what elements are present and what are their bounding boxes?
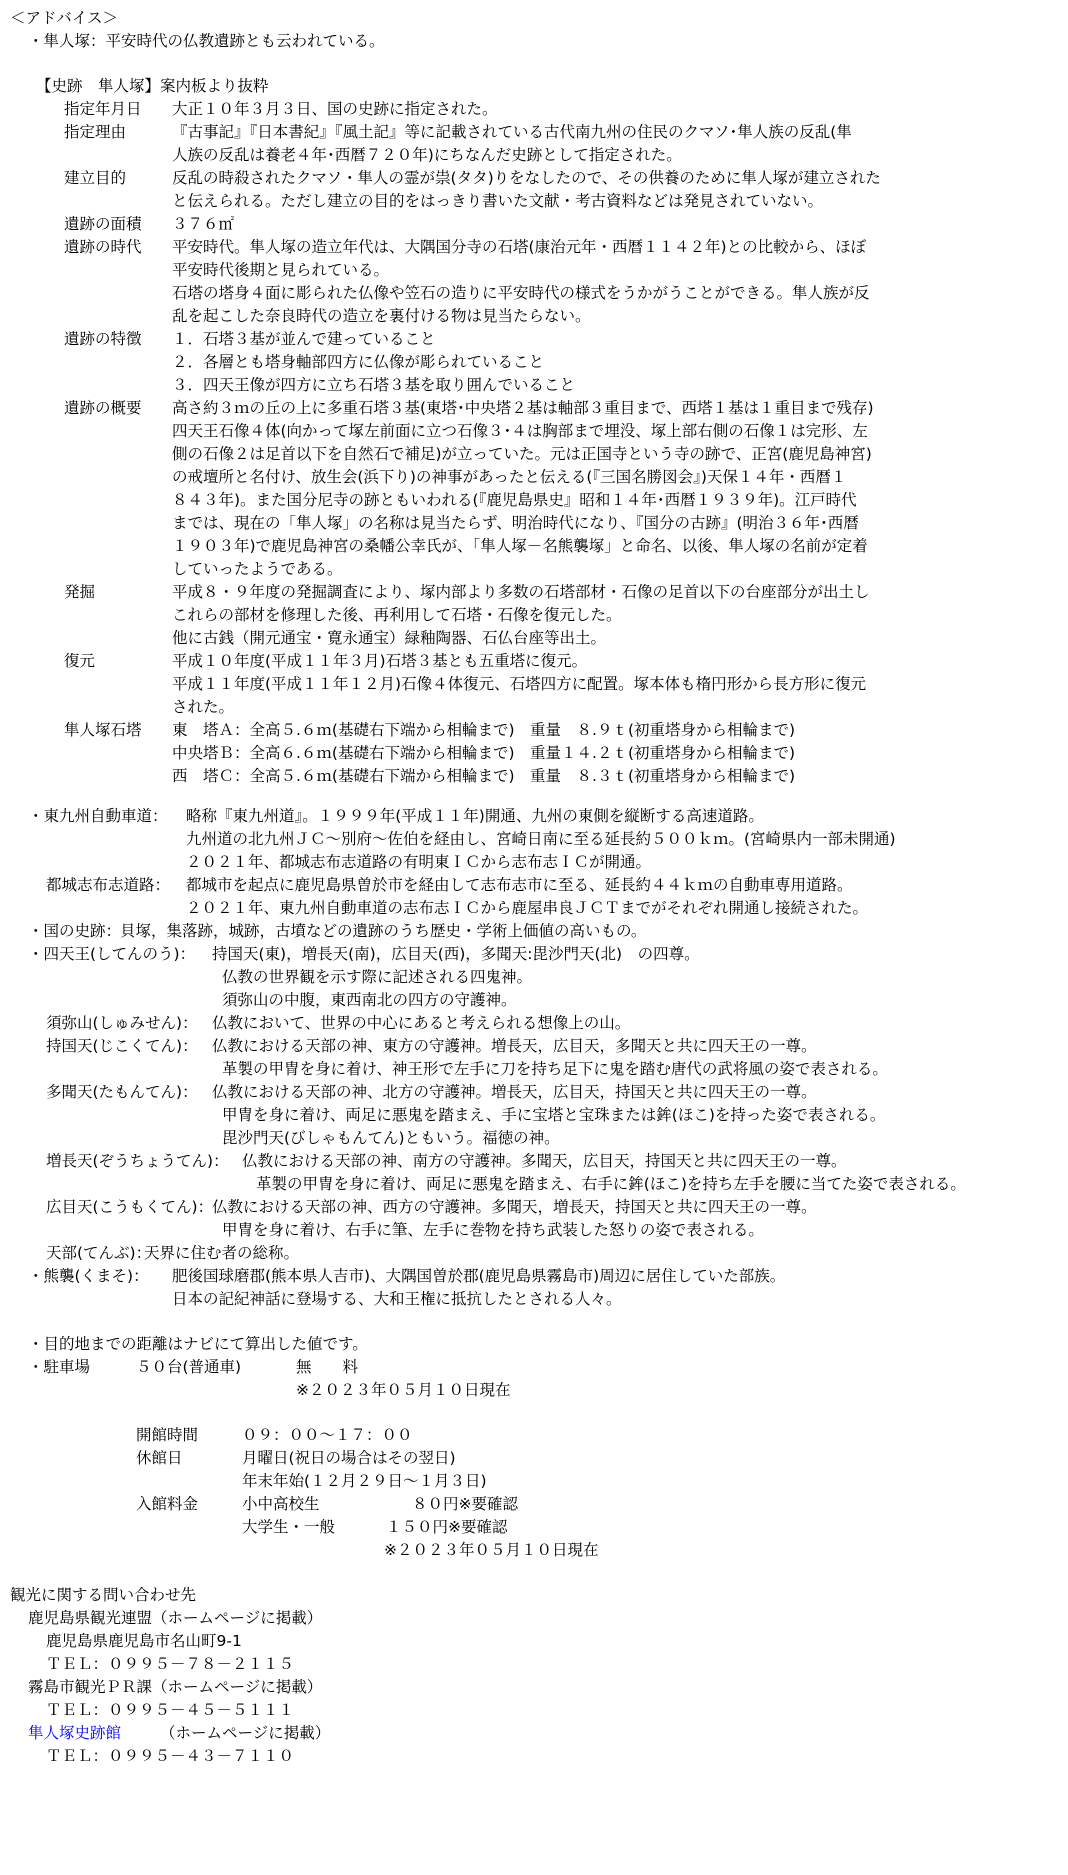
row-value: 四天王石像４体(向かって塚左前面に立つ石像３･４は胸部まで埋没、塚上部右側の石像１は完形、左 (172, 422, 868, 440)
contact-tel: ＴＥＬ：０９９５－４３－７１１０ (46, 1747, 295, 1765)
glossary-line: ２０２１年、都城志布志道路の有明東ＩＣから志布志ＩＣが開通。 (186, 853, 652, 871)
open-label: 開館時間 (136, 1426, 199, 1444)
row-value: までは、現在の「隼人塚」の名称は見当たらず、明治時代になり、『国分の古跡』(明治３６年･西暦 (172, 514, 859, 532)
row-value: 他に古銭（開元通宝・寛永通宝）緑釉陶器、石仏台座等出土。 (172, 629, 607, 647)
glossary-line: 仏教における天部の神、北方の守護神。増長天，広目天，持国天と共に四天王の一尊。 (212, 1083, 817, 1101)
glossary-line: 仏教における天部の神、東方の守護神。増長天，広目天，多聞天と共に四天王の一尊。 (212, 1037, 817, 1055)
glossary-term: 広目天(こうもくてん)： (46, 1198, 214, 1216)
glossary-term: ・国の史跡： (28, 922, 122, 940)
row-value: された。 (172, 698, 235, 716)
row-value: 平安時代。隼人塚の造立年代は、大隅国分寺の石塔(康治元年・西暦１１４２年)との比較から、ほぼ (172, 238, 867, 256)
glossary-line: 仏教において、世界の中心にあると考えられる想像上の山。 (212, 1014, 631, 1032)
glossary-line: 肥後国球磨郡(熊本県人吉市)、大隅国曽於郡(鹿児島県霧島市)周辺に居住していた部族。 (172, 1267, 786, 1285)
row-value: 乱を起こした奈良時代の造立を裏付ける物は見当たらない。 (172, 307, 591, 325)
row-value: 石塔の塔身４面に彫られた仏像や笠石の造りに平安時代の様式をうかがうことができる。隼人族が反 (172, 284, 870, 302)
parking-label: ・駐車場 (28, 1358, 91, 1376)
glossary-term: 天部(てんぶ)： (46, 1244, 152, 1262)
row-label: 建立目的 (64, 169, 127, 187)
row-label: 遺跡の概要 (64, 399, 142, 417)
row-value: １．石塔３基が並んで建っていること (172, 330, 436, 348)
row-value: １９０３年)で鹿児島神宮の桑幡公幸氏が、「隼人塚－名熊襲塚」と命名、以後、隼人塚の名前が定着 (172, 537, 868, 555)
closed-label: 休館日 (136, 1449, 183, 1467)
row-value: 平成１１年度(平成１１年１２月)石像４体復元、石塔四方に配置。塚本体も楕円形から長方形に復元 (172, 675, 867, 693)
glossary-line: 須弥山の中腹，東西南北の四方の守護神。 (222, 991, 517, 1009)
advice-heading: ＜アドバイス＞ (10, 9, 119, 27)
row-value: ３７６㎡ (172, 215, 235, 233)
intro-line: ・隼人塚：平安時代の仏教遺跡とも云われている。 (28, 32, 385, 50)
glossary-line: 甲冑を身に着け、両足に悪鬼を踏まえ、手に宝塔と宝珠または鉾(ほこ)を持った姿で表される。 (222, 1106, 886, 1124)
parking-fee: 無 料 (296, 1358, 359, 1376)
row-value: 平成８・９年度の発掘調査により、塚内部より多数の石塔部材・石像の足首以下の台座部分が出土し (172, 583, 870, 601)
glossary-term: 都城志布志道路： (46, 876, 171, 894)
glossary-line: 日本の記紀神話に登場する、大和王権に抵抗したとされる人々。 (172, 1290, 622, 1308)
glossary-line: 貝塚，集落跡，城跡，古墳などの遺跡のうち歴史・学術上価値の高いもの。 (120, 922, 647, 940)
glossary-term: ・東九州自動車道： (28, 807, 168, 825)
glossary-line: 天界に住む者の総称。 (144, 1244, 300, 1262)
contacts-heading: 観光に関する問い合わせ先 (10, 1586, 197, 1604)
fee-who: 小中高校生 (242, 1495, 320, 1513)
row-label: 指定理由 (64, 123, 127, 141)
fee-price: １５０円※要確認 (386, 1518, 508, 1536)
glossary-line: 毘沙門天(びしゃもんてん)ともいう。福徳の神。 (222, 1129, 560, 1147)
row-label: 指定年月日 (64, 100, 142, 118)
fee-who: 大学生・一般 (242, 1518, 336, 1536)
distance-note: ・目的地までの距離はナビにて算出した値です。 (28, 1335, 368, 1353)
row-value: 東 塔Ａ：全高５.６ｍ(基礎右下端から相輪まで) 重量 ８.９ｔ(初重塔身から相輪まで) (172, 721, 796, 739)
glossary-term: 多聞天(たもんてん)： (46, 1083, 198, 1101)
glossary-term: 須弥山(しゅみせん)： (46, 1014, 198, 1032)
row-label: 遺跡の特徴 (64, 330, 142, 348)
glossary-line: 略称『東九州道』。１９９９年(平成１１年)開通、九州の東側を縦断する高速道路。 (186, 807, 764, 825)
row-value: ３．四天王像が四方に立ち石塔３基を取り囲んでいること (172, 376, 576, 394)
row-value: ２．各層とも塔身軸部四方に仏像が彫られていること (172, 353, 545, 371)
signboard-title: 【史跡 隼人塚】案内板より抜粋 (36, 77, 269, 95)
contact-tel: ＴＥＬ：０９９５－４５－５１１１ (46, 1701, 295, 1719)
row-value: と伝えられる。ただし建立の目的をはっきり書いた文献・考古資料などは発見されていない。 (172, 192, 824, 210)
row-value: 人族の反乱は養老４年･西暦７２０年)にちなんだ史跡として指定された。 (172, 146, 682, 164)
hours-as-of: ※２０２３年０５月１０日現在 (384, 1541, 599, 1559)
glossary-term: 持国天(じこくてん)： (46, 1037, 198, 1055)
open-value: ０９：００～１７：００ (242, 1426, 413, 1444)
row-label: 遺跡の時代 (64, 238, 142, 256)
parking-capacity: ５０台(普通車) (136, 1358, 242, 1376)
row-value: 西 塔Ｃ：全高５.６ｍ(基礎右下端から相輪まで) 重量 ８.３ｔ(初重塔身から相輪まで) (172, 767, 796, 785)
glossary-line: 革製の甲冑を身に着け、神王形で左手に刀を持ち足下に鬼を踏む唐代の武将風の姿で表される。 (222, 1060, 888, 1078)
contact-tel: ＴＥＬ：０９９５－７８－２１１５ (46, 1655, 295, 1673)
glossary-line: 都城市を起点に鹿児島県曽於市を経由して志布志市に至る、延長約４４ｋｍの自動車専用道路。 (186, 876, 853, 894)
row-value: ８４３年)。また国分尼寺の跡ともいわれる(『鹿児島県史』昭和１４年･西暦１９３９年)。江戸時代 (172, 491, 857, 509)
closed-value: 月曜日(祝日の場合はその翌日) (242, 1449, 456, 1467)
row-label: 発掘 (64, 583, 96, 601)
row-value: 平安時代後期と見られている。 (172, 261, 390, 279)
closed-value: 年末年始(１２月２９日～１月３日) (242, 1472, 487, 1490)
row-value: 高さ約３ｍの丘の上に多重石塔３基(東塔･中央塔２基は軸部３重目まで、西塔１基は１重目まで残存) (172, 399, 874, 417)
glossary-line: 甲冑を身に着け、右手に筆、左手に巻物を持ち武装した怒りの姿で表される。 (222, 1221, 764, 1239)
row-value: していったようである。 (172, 560, 343, 578)
row-value: 側の石像２は足首以下を自然石で補足)が立っていた。元は正国寺という寺の跡で、正宮(鹿児島神宮) (172, 445, 872, 463)
contact-note: （ホームページに掲載） (160, 1724, 331, 1742)
row-value: 反乱の時殺されたクマソ・隼人の霊が祟(タタ)りをなしたので、その供養のために隼人塚が建立された (172, 169, 881, 187)
row-label: 復元 (64, 652, 96, 670)
row-value: 平成１０年度(平成１１年３月)石塔３基とも五重塔に復元。 (172, 652, 588, 670)
glossary-term: ・四天王(してんのう)： (28, 945, 196, 963)
glossary-line: ２０２１年、東九州自動車道の志布志ＩＣから鹿屋串良ＪＣＴまでがそれぞれ開通し接続された。 (186, 899, 869, 917)
contact-org: 鹿児島県観光連盟（ホームページに掲載） (28, 1609, 323, 1627)
row-value: これらの部材を修理した後、再利用して石塔・石像を復元した。 (172, 606, 622, 624)
contact-address: 鹿児島県鹿児島市名山町9-1 (46, 1632, 242, 1650)
row-label: 隼人塚石塔 (64, 721, 142, 739)
row-label: 遺跡の面積 (64, 215, 142, 233)
fee-price: ８０円※要確認 (412, 1495, 518, 1513)
glossary-line: 九州道の北九州ＪＣ～別府～佐伯を経由し、宮崎日南に至る延長約５００ｋｍ。(宮崎県内一部未開通) (186, 830, 896, 848)
parking-as-of: ※２０２３年０５月１０日現在 (296, 1381, 511, 1399)
glossary-term: 増長天(ぞうちょうてん)： (46, 1152, 229, 1170)
glossary-line: 仏教の世界観を示す際に記述される四鬼神。 (222, 968, 533, 986)
row-value: の戒壇所と名付け、放生会(浜下り)の神事があったと伝える(『三国名勝図会』)天保１４年・西暦１ (172, 468, 847, 486)
glossary-line: 持国天(東)，増長天(南)，広目天(西)，多聞天:毘沙門天(北) の四尊。 (212, 945, 700, 963)
row-value: 中央塔Ｂ：全高６.６ｍ(基礎右下端から相輪まで) 重量１４.２ｔ(初重塔身から相輪まで) (172, 744, 796, 762)
glossary-line: 仏教における天部の神、西方の守護神。多聞天，増長天，持国天と共に四天王の一尊。 (212, 1198, 817, 1216)
museum-link[interactable]: 隼人塚史跡館 (28, 1724, 122, 1742)
row-value: 『古事記』『日本書紀』『風土記』等に記載されている古代南九州の住民のクマソ･隼人族の反乱(隼 (172, 123, 852, 141)
glossary-line: 革製の甲冑を身に着け、両足に悪鬼を踏まえ、右手に鉾(ほこ)を持ち左手を腰に当てた姿で表される。 (256, 1175, 966, 1193)
row-value: 大正１０年３月３日、国の史跡に指定された。 (172, 100, 498, 118)
fee-label: 入館料金 (136, 1495, 199, 1513)
glossary-term: ・熊襲(くまそ)： (28, 1267, 149, 1285)
contact-org: 霧島市観光ＰＲ課（ホームページに掲載） (28, 1678, 323, 1696)
glossary-line: 仏教における天部の神、南方の守護神。多聞天，広目天，持国天と共に四天王の一尊。 (242, 1152, 847, 1170)
